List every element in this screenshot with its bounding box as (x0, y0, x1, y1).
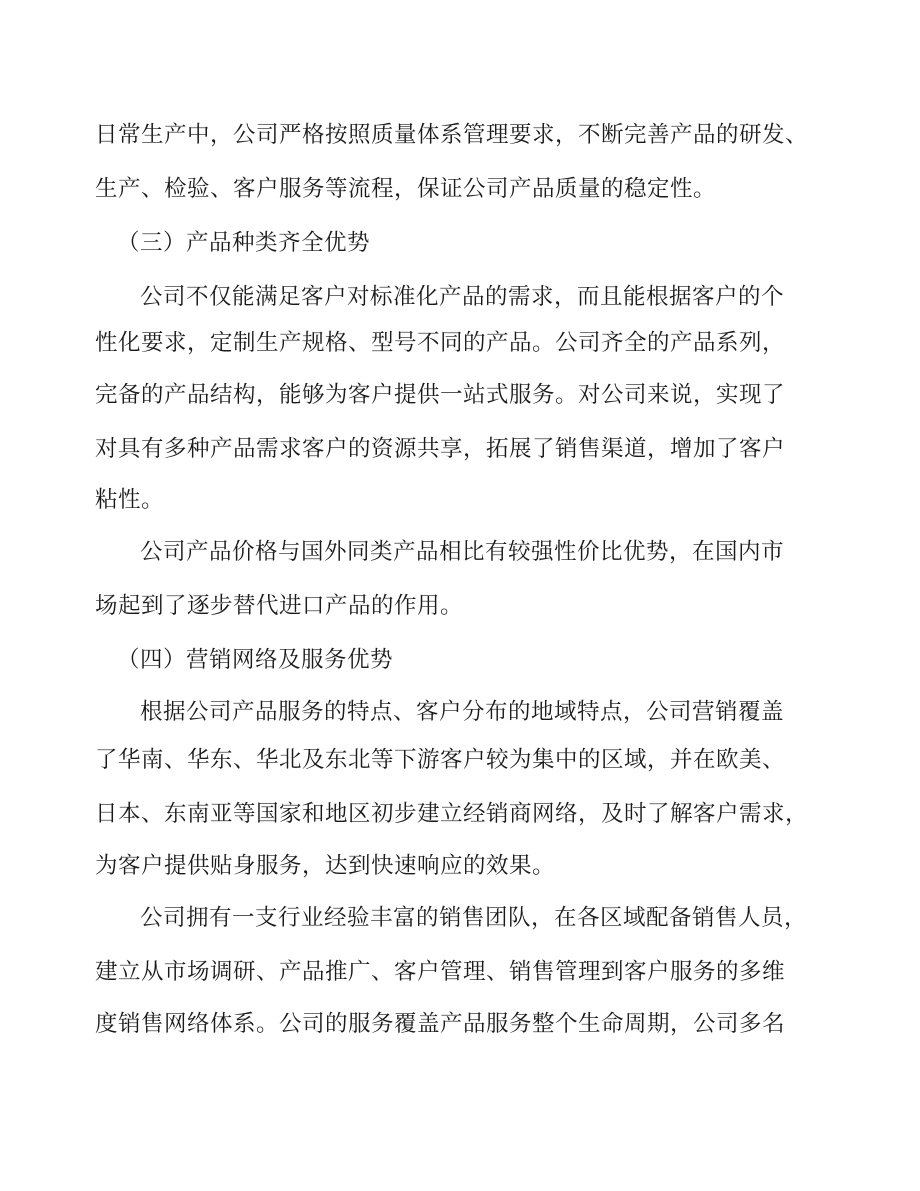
paragraph-line: 公司拥有一支行业经验丰富的销售团队，在各区域配备销售人员， (140, 905, 808, 931)
paragraph-line: 公司不仅能满足客户对标准化产品的需求，而且能根据客户的个 (140, 284, 785, 310)
paragraph-line: 了华南、华东、华北及东北等下游客户较为集中的区域，并在欧美、 (95, 747, 786, 773)
paragraph-line: 日本、东南亚等国家和地区初步建立经销商网络，及时了解客户需求， (95, 801, 809, 827)
paragraph-line: 生产、检验、客户服务等流程，保证公司产品质量的稳定性。 (95, 176, 717, 202)
paragraph-line: 粘性。 (95, 487, 165, 513)
paragraph-line: 日常生产中，公司严格按照质量体系管理要求，不断完善产品的研发、 (95, 122, 809, 148)
paragraph-line: 场起到了逐步替代进口产品的作用。 (95, 593, 464, 619)
section-heading: （三）产品种类齐全优势 (117, 230, 371, 256)
paragraph-line: 对具有多种产品需求客户的资源共享，拓展了销售渠道，增加了客户 (95, 436, 786, 462)
paragraph-line: 建立从市场调研、产品推广、客户管理、销售管理到客户服务的多维 (95, 959, 786, 985)
section-heading: （四）营销网络及服务优势 (117, 647, 394, 673)
paragraph-line: 根据公司产品服务的特点、客户分布的地域特点，公司营销覆盖 (140, 699, 785, 725)
paragraph-line: 完备的产品结构，能够为客户提供一站式服务。对公司来说，实现了 (95, 382, 786, 408)
paragraph-line: 为客户提供贴身服务，达到快速响应的效果。 (95, 853, 556, 879)
paragraph-line: 性化要求，定制生产规格、型号不同的产品。公司齐全的产品系列， (95, 330, 786, 356)
paragraph-line: 度销售网络体系。公司的服务覆盖产品服务整个生命周期，公司多名 (95, 1011, 786, 1037)
paragraph-line: 公司产品价格与国外同类产品相比有较强性价比优势，在国内市 (140, 539, 785, 565)
